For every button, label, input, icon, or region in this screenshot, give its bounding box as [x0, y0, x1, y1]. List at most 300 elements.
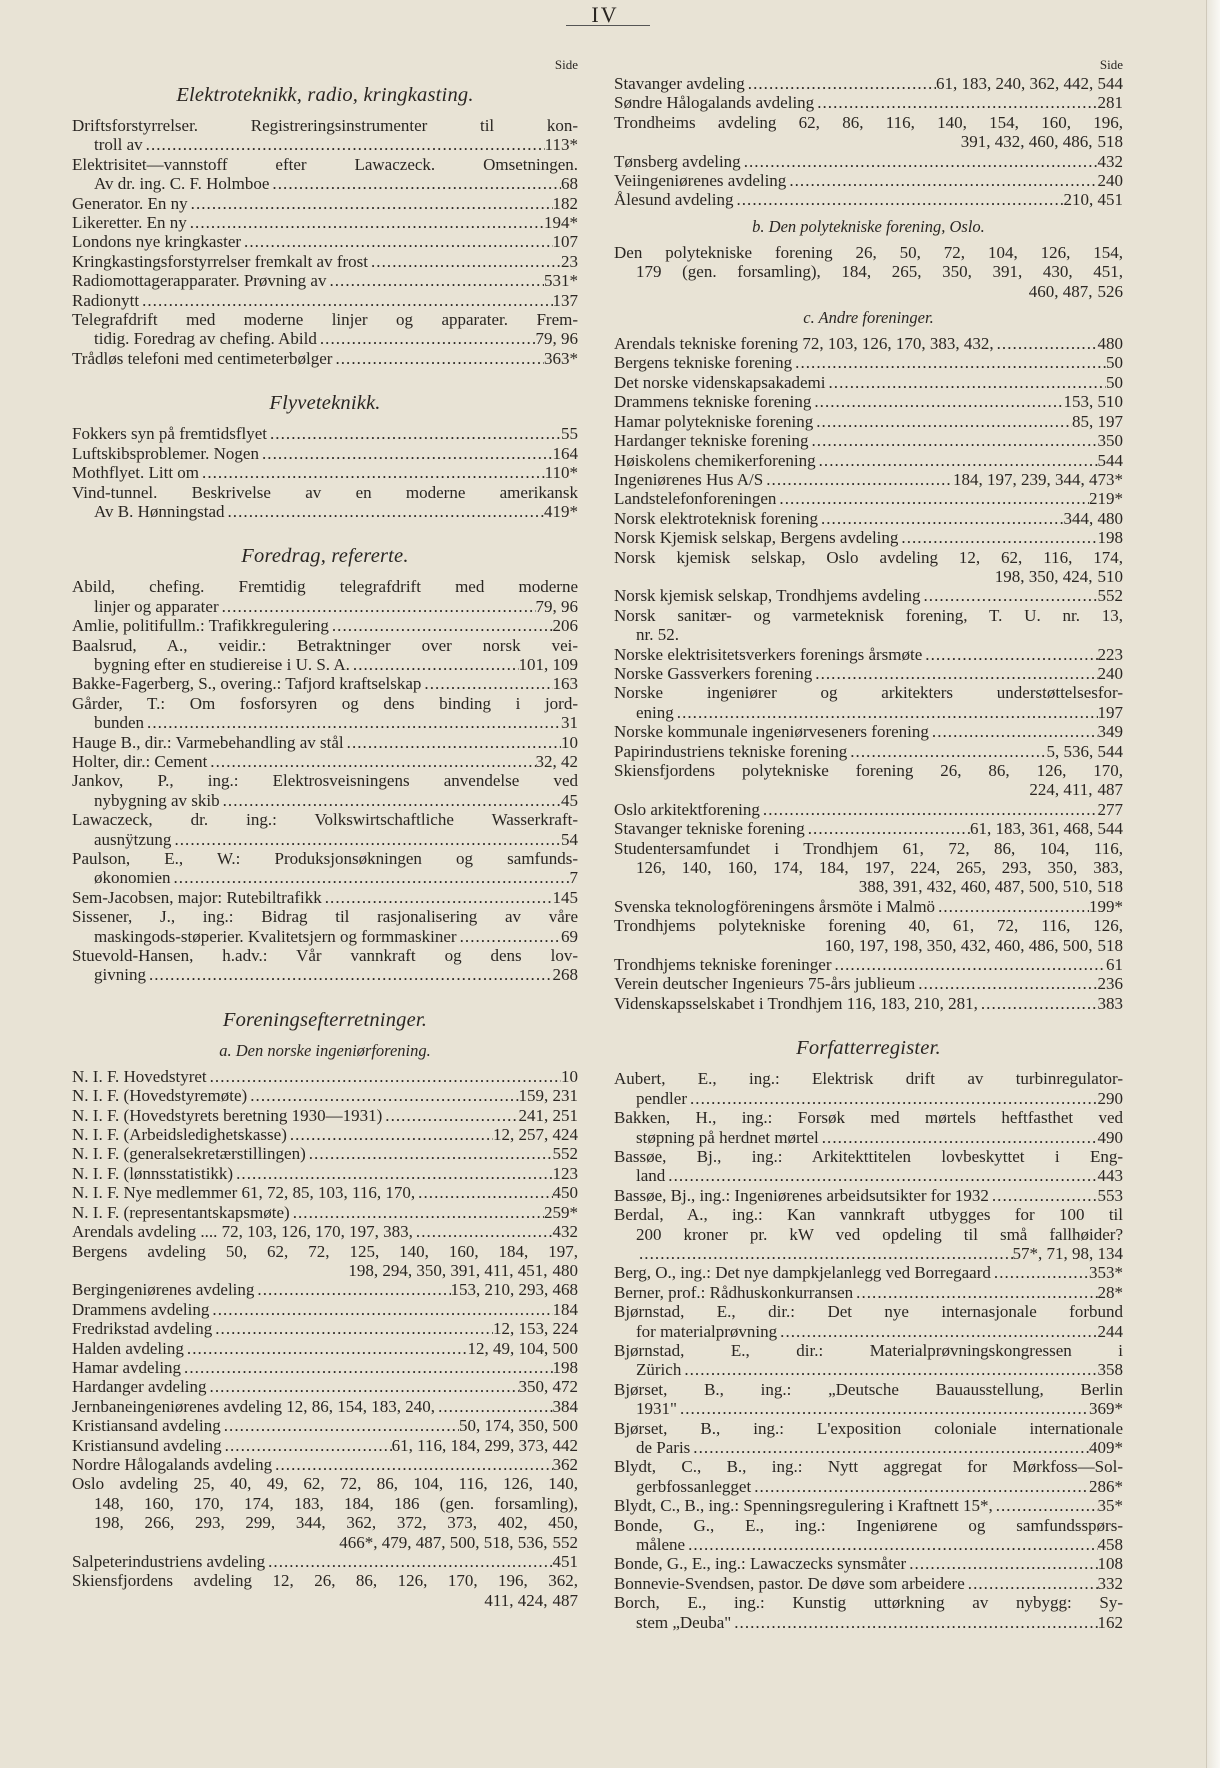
- page-edge: [1206, 0, 1220, 1768]
- leader-dots: [306, 1144, 553, 1163]
- entry-text-wrap: [72, 1242, 578, 1261]
- entry-line: [72, 1358, 578, 1377]
- page-ref: 61, 183, 361, 468, 544: [970, 819, 1123, 839]
- index-entry: [614, 470, 1123, 489]
- index-entry: [72, 616, 578, 635]
- leader-dots: [847, 742, 1046, 761]
- page-ref: 50: [1106, 353, 1123, 373]
- index-entry: [72, 1571, 578, 1610]
- leader-dots: [920, 586, 1097, 605]
- index-entry: [614, 819, 1123, 838]
- page-ref: 50: [1106, 372, 1123, 392]
- page-ref: 198: [1097, 528, 1123, 548]
- right-column-body: [614, 74, 1123, 1632]
- entry-text: Hardanger tekniske forening: [614, 431, 809, 451]
- entry-text: Sem-Jacobsen, major: Rutebiltrafikk: [72, 887, 322, 907]
- entry-line: [72, 771, 578, 790]
- leader-dots: [935, 897, 1089, 916]
- page-ref: 107: [552, 232, 578, 252]
- entry-text: Hamar avdeling: [72, 1357, 182, 1377]
- index-entry: [614, 509, 1123, 528]
- entry-line: [614, 451, 1123, 470]
- entry-line: [614, 897, 1123, 916]
- entry-text: Norsk Kjemisk selskap, Bergens avdeling: [614, 528, 899, 548]
- entry-text: 460, 487,: [1028, 281, 1093, 301]
- page-ref: 419*: [544, 501, 578, 521]
- entry-text: Trondhjems polytekniske forening 40, 61, 72, 116, 126,: [614, 916, 1123, 936]
- entry-line: [72, 1144, 578, 1163]
- leader-dots: [181, 1358, 552, 1377]
- entry-text: Norsk sanitær- og varmeteknisk forening, T. U. nr. 13,: [614, 605, 1123, 625]
- entry-line: [614, 916, 1123, 935]
- index-entry: [614, 994, 1123, 1013]
- page-ref: 45: [561, 790, 578, 810]
- page-ref: 268: [552, 965, 578, 985]
- entry-line: [614, 1516, 1123, 1535]
- entry-text: pendler: [636, 1088, 687, 1108]
- index-entry: [72, 1164, 578, 1183]
- index-entry: [72, 424, 578, 443]
- page-ref: 12, 153, 224: [493, 1319, 578, 1339]
- leader-dots: [222, 1436, 392, 1455]
- entry-text: Likeretter. En ny: [72, 213, 187, 233]
- index-entry: [614, 974, 1123, 993]
- entry-text: Blydt, C., B., ing.: Nytt aggregat for Mørkfoss—Sol-: [614, 1457, 1123, 1477]
- leader-dots: [681, 1360, 1097, 1379]
- entry-line: [614, 819, 1123, 838]
- leader-dots: [915, 974, 1097, 993]
- leader-dots: [435, 1397, 552, 1416]
- entry-line: [614, 994, 1123, 1013]
- leader-dots: [906, 1554, 1097, 1573]
- entry-line: [614, 1322, 1123, 1341]
- index-entry: [614, 683, 1123, 722]
- index-entry: [72, 194, 578, 213]
- entry-text: Borch, E., ing.: Kunstig uttørkning av nybygg: Sy-: [614, 1593, 1123, 1613]
- leader-dots: [991, 1263, 1089, 1282]
- entry-line: [614, 1283, 1123, 1302]
- entry-text: Fokkers syn på fremtidsflyet: [72, 424, 267, 444]
- index-entry: [614, 171, 1123, 190]
- leader-dots: [808, 431, 1097, 450]
- leader-dots: [139, 291, 552, 310]
- page-ref: 244: [1097, 1321, 1123, 1341]
- entry-text-wrap: [614, 1205, 1123, 1224]
- leader-dots: [776, 489, 1089, 508]
- entry-line: [72, 1494, 578, 1513]
- leader-dots: [733, 190, 1063, 209]
- index-entry: [614, 1108, 1123, 1147]
- entry-line: [72, 329, 578, 348]
- page-ref: 362: [552, 1454, 578, 1474]
- index-entry: [72, 674, 578, 693]
- entry-line: [72, 965, 578, 984]
- index-entry: [72, 1203, 578, 1222]
- page-ref: 184, 197, 239, 344, 473*: [953, 469, 1123, 489]
- entry-text: Radionytt: [72, 290, 140, 310]
- entry-text-wrap: [72, 577, 578, 596]
- entry-text: Jernbaneingeniørenes avdeling 12, 86, 154, 183, 240,: [72, 1396, 436, 1416]
- index-entry: [72, 577, 578, 616]
- entry-text-wrap: [614, 1069, 1123, 1088]
- entry-line: [614, 722, 1123, 741]
- entry-line: [72, 1552, 578, 1571]
- index-entry: [614, 74, 1123, 93]
- left-column-body: [72, 84, 578, 1610]
- page-ref: 383: [1097, 993, 1123, 1013]
- leader-dots: [777, 1322, 1097, 1341]
- entry-line: [72, 1436, 578, 1455]
- index-entry: [614, 190, 1123, 209]
- entry-line: [72, 1455, 578, 1474]
- index-entry: [72, 810, 578, 849]
- entry-text: N. I. F. (Arbeidsledighetskasse): [72, 1125, 287, 1145]
- entry-line: [72, 1067, 578, 1086]
- page-ref: 69: [561, 926, 578, 946]
- index-entry: [72, 483, 578, 522]
- index-entry: [614, 1593, 1123, 1632]
- index-entry: [72, 1552, 578, 1571]
- entry-text: ausnÿtzung: [94, 829, 172, 849]
- page-ref: 344, 480: [1063, 508, 1123, 528]
- page-ref: 451: [552, 1552, 578, 1571]
- leader-dots: [225, 502, 545, 521]
- entry-line: [614, 645, 1123, 664]
- page-ref: 61, 116, 184, 299, 373, 442: [391, 1435, 578, 1455]
- entry-line: [72, 1164, 578, 1183]
- entry-text: Søndre Hålogalands avdeling: [614, 93, 815, 113]
- entry-text: N. I. F. (representantskapsmøte): [72, 1202, 290, 1222]
- leader-dots: [171, 868, 570, 887]
- entry-text-wrap: [614, 1457, 1123, 1476]
- entry-text: Radiomottagerapparater. Prøvning av: [72, 271, 327, 291]
- entry-line: [614, 1089, 1123, 1108]
- entry-text-wrap: [72, 636, 578, 655]
- page-ref: 332: [1097, 1573, 1123, 1593]
- index-entry: [72, 291, 578, 310]
- index-entry: [614, 1302, 1123, 1341]
- index-entry: [72, 1183, 578, 1202]
- page-ref: 61: [1106, 955, 1123, 975]
- index-entry: [614, 1380, 1123, 1419]
- entry-line: [614, 243, 1123, 262]
- entry-text: 200 kroner pr. kW ved opdeling til små fallhøider?: [636, 1224, 1123, 1244]
- entry-text: Kristiansund avdeling: [72, 1435, 222, 1455]
- page-ref: 518: [1097, 877, 1123, 897]
- index-entry: [72, 1339, 578, 1358]
- entry-text: N. I. F. (Hovedstyremøte): [72, 1086, 248, 1106]
- entry-line: [72, 271, 578, 290]
- entry-text: Lawaczeck, dr. ing.: Volkswirtschaftliche Wasserkraft-: [72, 810, 578, 830]
- leader-dots: [368, 252, 561, 271]
- entry-text: Stavanger avdeling: [614, 74, 745, 93]
- entry-line: [614, 353, 1123, 372]
- leader-dots: [792, 353, 1106, 372]
- leader-dots: [731, 1613, 1097, 1632]
- leader-dots: [220, 791, 561, 810]
- page-ref: 358: [1097, 1360, 1123, 1380]
- entry-text-wrap: [614, 1341, 1123, 1360]
- entry-text: linjer og apparater: [94, 596, 219, 616]
- page-ref: 432: [1097, 151, 1123, 171]
- entry-text: Av dr. ing. C. F. Holmboe: [94, 174, 270, 194]
- entry-text: Nordre Hålogalands avdeling: [72, 1454, 273, 1474]
- entry-line: [72, 213, 578, 232]
- entry-text: 126, 140, 160, 174, 184, 197, 224, 265, 293, 350, 383,: [636, 858, 1123, 878]
- index-entry: [614, 1263, 1123, 1282]
- leader-dots: [241, 232, 552, 251]
- page-ref: 12, 49, 104, 500: [467, 1338, 578, 1358]
- page-number-rule: [566, 25, 650, 26]
- entry-line: [614, 1069, 1123, 1088]
- page-ref: 450: [552, 1183, 578, 1203]
- entry-line: [72, 155, 578, 174]
- section-gap: [614, 1013, 1123, 1027]
- entry-text: gerbfossanlegget: [636, 1476, 752, 1496]
- leader-dots: [415, 1183, 552, 1202]
- entry-line: [614, 1593, 1123, 1612]
- page-ref: 259*: [544, 1202, 578, 1222]
- entry-text: Bjørnstad, E., dir.: Materialprøvningskongressen i: [614, 1340, 1123, 1360]
- entry-line: [72, 1183, 578, 1202]
- leader-dots: [350, 655, 519, 674]
- entry-line: [614, 373, 1123, 392]
- index-entry: [614, 722, 1123, 741]
- index-entry: [614, 1283, 1123, 1302]
- entry-line: [614, 761, 1123, 780]
- entry-text: nr. 52.: [636, 625, 679, 645]
- page-ref: 240: [1097, 171, 1123, 191]
- entry-line: [614, 1186, 1123, 1205]
- page-ref: 350, 472: [518, 1377, 578, 1397]
- section-heading: Flyveteknikk.: [269, 392, 381, 415]
- entry-line: [614, 1108, 1123, 1127]
- leader-dots: [212, 1319, 493, 1338]
- entry-line: [72, 1222, 578, 1241]
- entry-line: [614, 625, 1123, 644]
- entry-line: [614, 262, 1123, 281]
- index-entry: [72, 752, 578, 771]
- leader-dots: [413, 1222, 553, 1241]
- entry-line: [72, 946, 578, 965]
- page-ref: 223: [1097, 644, 1123, 664]
- page-ref: 290: [1097, 1088, 1123, 1108]
- entry-line: [614, 470, 1123, 489]
- section-gap: [72, 521, 578, 535]
- entry-line: [72, 888, 578, 907]
- entry-text-wrap: [614, 243, 1123, 262]
- entry-text: Bjørset, B., ing.: L'exposition coloniale internationale: [614, 1418, 1123, 1438]
- entry-line: [614, 683, 1123, 702]
- page-ref: 219*: [1089, 489, 1123, 509]
- leader-dots: [690, 1438, 1089, 1457]
- leader-dots: [636, 1244, 1013, 1263]
- entry-line: [614, 955, 1123, 974]
- entry-line: [72, 1571, 578, 1590]
- entry-text: 466*, 479, 487, 500, 518, 536,: [339, 1532, 548, 1552]
- entry-text-wrap: [614, 916, 1123, 935]
- entry-line: [614, 93, 1123, 112]
- page-ref: 50, 174, 350, 500: [459, 1416, 578, 1436]
- entry-line: [614, 586, 1123, 605]
- page-ref: 32, 42: [535, 751, 578, 771]
- entry-text: støpning på herdnet mørtel: [636, 1127, 819, 1147]
- entry-text: N. I. F. Nye medlemmer 61, 72, 85, 103, 116, 170,: [72, 1183, 416, 1203]
- entry-text: Luftskibsproblemer. Nogen: [72, 443, 259, 463]
- entry-line: [72, 907, 578, 926]
- leader-dots: [922, 645, 1097, 664]
- entry-text: de Paris: [636, 1438, 691, 1457]
- entry-line: [614, 1263, 1123, 1282]
- page-ref: 182: [552, 193, 578, 213]
- index-entry: [614, 1574, 1123, 1593]
- entry-line: [614, 780, 1123, 799]
- entry-text-wrap: [614, 113, 1123, 132]
- page-ref: 458: [1097, 1535, 1123, 1555]
- entry-text-wrap: [614, 839, 1123, 858]
- page-ref: 240: [1097, 663, 1123, 683]
- leader-dots: [421, 674, 552, 693]
- page-ref: 544: [1097, 450, 1123, 470]
- leader-dots: [207, 1377, 519, 1396]
- entry-text: 391, 432, 460, 486,: [960, 132, 1093, 152]
- entry-line: [614, 412, 1123, 431]
- index-entry: [614, 451, 1123, 470]
- entry-text: 198, 294, 350, 391, 411, 451,: [348, 1260, 548, 1280]
- entry-text: troll av: [94, 135, 143, 155]
- leader-dots: [344, 733, 561, 752]
- entry-text: maskingods-støperier. Kvalitetsjern og formmaskiner: [94, 926, 457, 946]
- leader-dots: [898, 528, 1097, 547]
- entry-text: Den polytekniske forening 26, 50, 72, 104, 126, 154,: [614, 242, 1123, 262]
- entry-text: stem „Deuba": [636, 1612, 732, 1632]
- entry-line: [614, 334, 1123, 353]
- entry-line: [614, 742, 1123, 761]
- entry-line: [614, 392, 1123, 411]
- leader-dots: [259, 444, 553, 463]
- index-entry: [614, 1457, 1123, 1496]
- index-entry: [72, 1222, 578, 1241]
- entry-text: ening: [636, 702, 674, 722]
- entry-line: [614, 1225, 1123, 1244]
- subsection-heading: a. Den norske ingeniørforening.: [219, 1040, 431, 1060]
- leader-dots: [818, 509, 1064, 528]
- entry-text-wrap: [636, 858, 1123, 877]
- index-entry: [72, 1086, 578, 1105]
- entry-line: [72, 252, 578, 271]
- entry-text-wrap: [614, 683, 1123, 702]
- index-entry: [614, 334, 1123, 353]
- index-entry: [614, 392, 1123, 411]
- entry-text-wrap: [72, 155, 578, 174]
- entry-line: [72, 1280, 578, 1299]
- leader-dots: [233, 1164, 552, 1183]
- entry-line: [614, 1477, 1123, 1496]
- leader-dots: [687, 1089, 1098, 1108]
- page-ref: 518: [1097, 132, 1123, 152]
- entry-text: 224, 411,: [1029, 780, 1093, 800]
- entry-text-wrap: [72, 771, 578, 790]
- entry-line: [72, 791, 578, 810]
- leader-dots: [254, 1280, 450, 1299]
- leader-dots: [993, 1496, 1098, 1515]
- entry-text: Arendals avdeling .... 72, 103, 126, 170, 197, 383,: [72, 1222, 413, 1242]
- entry-text: Ålesund avdeling: [614, 190, 734, 210]
- entry-text: Skiensfjordens avdeling 12, 26, 86, 126, 170, 196, 362,: [72, 1571, 578, 1591]
- index-entry: [72, 1416, 578, 1435]
- entry-text-wrap: [636, 262, 1123, 281]
- entry-text: for materialprøvning: [636, 1321, 778, 1341]
- entry-text: Svenska teknologföreningens årsmöte i Malmö: [614, 896, 936, 916]
- page-ref: 108: [1097, 1554, 1123, 1574]
- entry-line: [614, 1147, 1123, 1166]
- leader-dots: [805, 819, 970, 838]
- leader-dots: [184, 1339, 468, 1358]
- entry-text: 1931": [636, 1399, 677, 1419]
- entry-text: Bjørset, B., ing.: „Deutsche Bauausstellung, Berlin: [614, 1379, 1123, 1399]
- entry-text: Høiskolens chemikerforening: [614, 450, 816, 470]
- page-ref: 28*: [1097, 1282, 1123, 1302]
- section-gap: [72, 368, 578, 382]
- leader-dots: [287, 1125, 493, 1144]
- entry-text: Bergens tekniske forening: [614, 353, 793, 373]
- leader-dots: [199, 463, 545, 482]
- entry-text: Baalsrud, A., veidir.: Betraktninger over norsk vei-: [72, 635, 578, 655]
- page-ref: 432: [552, 1222, 578, 1242]
- index-entry: [614, 93, 1123, 112]
- index-entry: [72, 463, 578, 482]
- page-ref: 277: [1097, 799, 1123, 819]
- entry-line: [614, 1380, 1123, 1399]
- entry-line: [72, 1125, 578, 1144]
- page-ref: 153, 210, 293, 468: [450, 1280, 578, 1300]
- entry-text-wrap: [614, 1516, 1123, 1535]
- index-entry: [72, 1067, 578, 1086]
- left-column: [72, 56, 578, 1610]
- index-entry: [72, 116, 578, 155]
- entry-text: Norsk elektroteknisk forening: [614, 508, 818, 528]
- entry-text: Zürich: [636, 1360, 682, 1380]
- page-ref: 10: [561, 1066, 578, 1086]
- entry-line: [72, 927, 578, 946]
- entry-line: [72, 868, 578, 887]
- entry-text: 198, 266, 293, 299, 344, 362, 372, 373, 402, 450,: [94, 1513, 578, 1533]
- entry-line: [614, 936, 1123, 955]
- index-entry: [72, 213, 578, 232]
- entry-text: land: [636, 1166, 666, 1186]
- page-ref: 31: [561, 713, 578, 733]
- index-entry: [72, 310, 578, 349]
- entry-text: Norske kommunale ingeniørveseners forening: [614, 722, 929, 742]
- section-gap: [72, 985, 578, 999]
- leader-dots: [786, 171, 1097, 190]
- entry-line: [72, 444, 578, 463]
- entry-text-wrap: [72, 849, 578, 868]
- leader-dots: [677, 1399, 1089, 1418]
- entry-text: Amlie, politifullm.: Trafikkregulering: [72, 616, 329, 636]
- page-ref: 85, 197: [1072, 411, 1123, 431]
- entry-text: Bassøe, Bj., ing.: Ingeniørenes arbeidsutsikter for 1932: [614, 1185, 989, 1205]
- leader-dots: [816, 451, 1098, 470]
- leader-dots: [272, 1455, 552, 1474]
- entry-line: [72, 1591, 578, 1610]
- index-entry: [614, 955, 1123, 974]
- entry-text: Halden avdeling: [72, 1338, 184, 1358]
- column-header-side: Side: [1099, 57, 1123, 72]
- page-ref: 197: [1097, 702, 1123, 722]
- index-entry: [72, 907, 578, 946]
- index-entry: [72, 271, 578, 290]
